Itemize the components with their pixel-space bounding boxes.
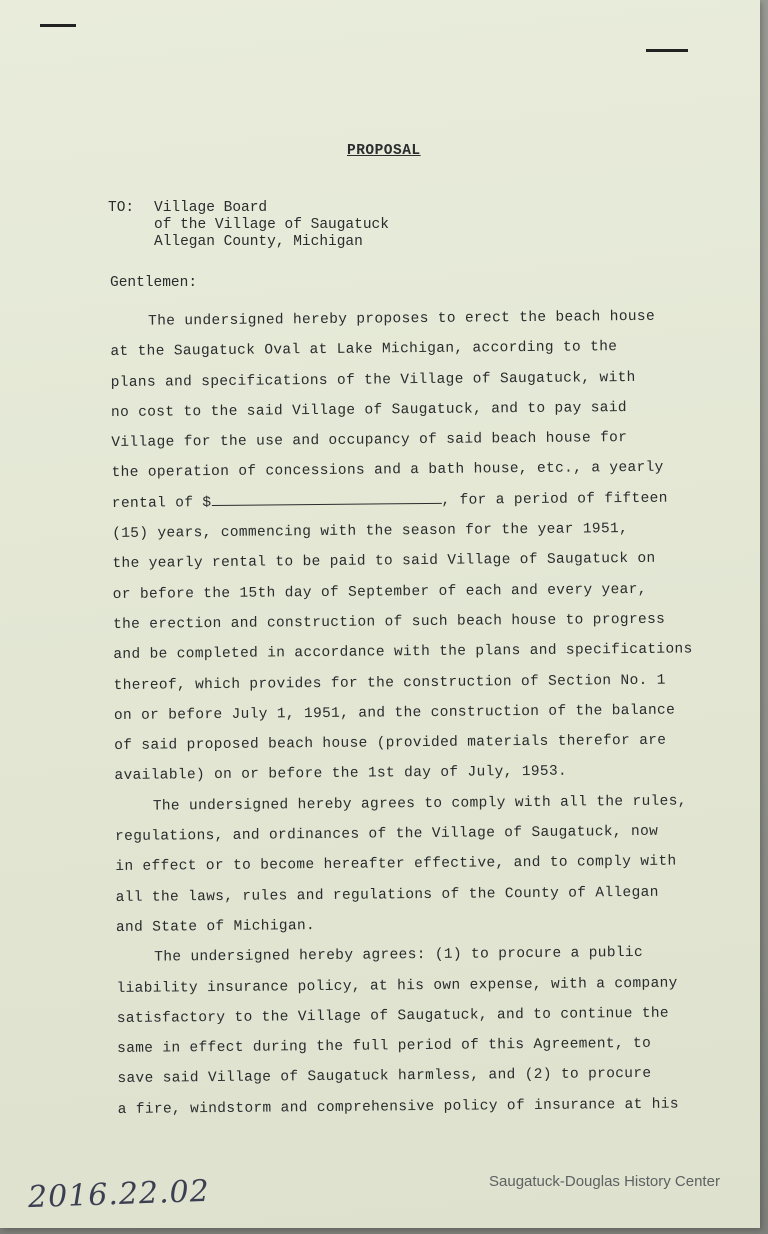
body-line: regulations, and ordinances of the Village of Saugatuck, now (115, 823, 659, 846)
body-line: save said Village of Saugatuck harmless, and (2) to procure (117, 1066, 652, 1088)
body-line: The undersigned hereby agrees: (1) to procure a public (154, 945, 644, 966)
body-line: and be completed in accordance with the plans and specifications (113, 641, 693, 664)
rental-suffix: , for a period of fifteen (441, 490, 668, 509)
body-line: or before the 15th day of September of each and every year, (112, 581, 647, 603)
body-line: on or before July 1, 1951, and the construction of the balance (113, 702, 676, 724)
body-line: and State of Michigan. (115, 917, 316, 936)
address-line-1 (108, 200, 389, 217)
body-line: at the Saugatuck Oval at Lake Michigan, according to the (110, 339, 618, 361)
body-line: The undersigned hereby proposes to erect the beach house (148, 308, 656, 330)
body-line: (15) years, commencing with the season for the year 1951, (112, 521, 629, 543)
body-line: Village for the use and occupancy of said beach house for (111, 430, 628, 452)
address-block (108, 200, 389, 251)
body-line: all the laws, rules and regulations of the County of Allegan (115, 884, 659, 906)
body-line: the erection and construction of such beach house to progress (112, 611, 666, 633)
proposal-body (110, 301, 708, 1125)
body-line: plans and specifications of the Village of Saugatuck, with (110, 369, 636, 391)
address-recipient: Village Board (154, 200, 268, 216)
handwritten-accession-number: 2016.22.02 (27, 1173, 211, 1216)
address-line-2: of the Village of Saugatuck (154, 217, 389, 233)
archive-watermark: Saugatuck-Douglas History Center (489, 1173, 720, 1190)
body-line: satisfactory to the Village of Saugatuck, and to continue the (116, 1005, 670, 1027)
body-line: thereof, which provides for the construction of Section No. 1 (113, 672, 666, 694)
rental-amount-blank (211, 490, 441, 506)
body-line: of said proposed beach house (provided materials therefor are (114, 732, 667, 755)
rental-prefix: rental of $ (111, 494, 212, 512)
corner-mark-left (40, 24, 76, 27)
body-line: The undersigned hereby agrees to comply with all the rules, (152, 793, 687, 815)
body-line: the operation of concessions and a bath house, etc., a yearly (111, 460, 664, 482)
body-line: the yearly rental to be paid to said Village of Saugatuck on (112, 551, 656, 573)
document-title: PROPOSAL (347, 143, 421, 159)
address-line-3: Allegan County, Michigan (154, 234, 363, 250)
corner-mark-right (646, 49, 688, 52)
body-line: in effect or to become hereafter effective, and to comply with (115, 853, 677, 876)
body-line: liability insurance policy, at his own expense, with a company (116, 975, 678, 997)
salutation: Gentlemen: (110, 275, 198, 291)
body-line: same in effect during the full period of this Agreement, to (117, 1035, 652, 1058)
body-line: a fire, windstorm and comprehensive policy of insurance at his (117, 1096, 679, 1118)
body-line: no cost to the said Village of Saugatuck, and to pay said (110, 399, 628, 421)
to-label: TO: (108, 200, 135, 216)
body-line: available) on or before the 1st day of July, 1953. (114, 764, 568, 785)
